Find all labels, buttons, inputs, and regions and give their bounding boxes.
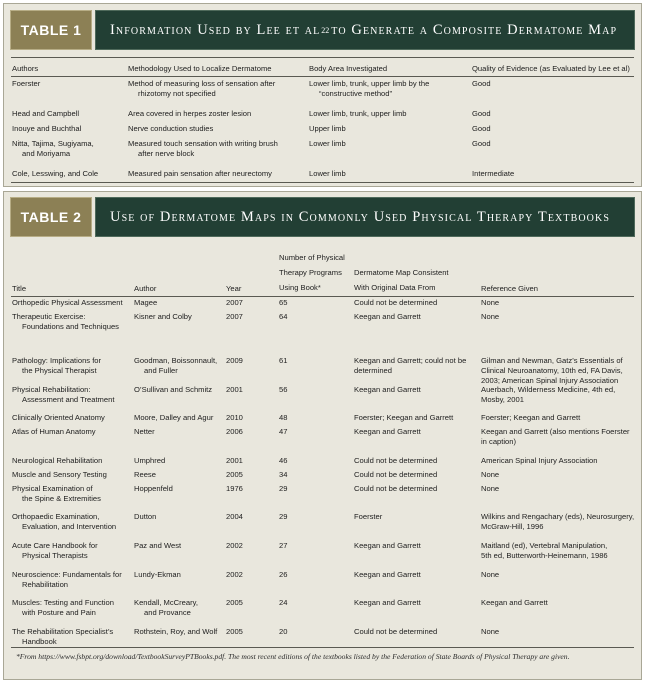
table-2-cell-year xyxy=(226,413,276,423)
table-1-cell-methodology xyxy=(128,169,306,179)
table-2-cell-title xyxy=(12,356,130,376)
table-2-panel xyxy=(3,191,642,680)
table-2-cell-author xyxy=(134,356,224,376)
table-1-header-authors: Authors xyxy=(12,64,39,73)
table-2-cell-year xyxy=(226,541,276,551)
table-2-cell-reference xyxy=(481,570,639,580)
table-2-cell-author xyxy=(134,598,224,618)
table-2-cell-year xyxy=(226,512,276,522)
table-2-cell-consistent-line: Foerster; Keegan and Garrett xyxy=(354,413,454,422)
table-2-cell-consistent xyxy=(354,512,478,522)
table-1-title xyxy=(95,10,635,50)
table-2-cell-consistent-line: Could not be determined xyxy=(354,484,438,493)
table-1-cell-authors-line: Cole, Lesswing, and Cole xyxy=(12,169,99,178)
table-1-cell-body-area-line: Lower limb xyxy=(309,169,346,178)
table-2-cell-author-line: and Provance xyxy=(144,608,191,618)
table-1-cell-methodology xyxy=(128,79,306,99)
table-2-cell-year xyxy=(226,598,276,608)
table-2-cell-title xyxy=(12,470,130,480)
table-2-cell-year-line: 1976 xyxy=(226,484,243,493)
table-2-cell-title xyxy=(12,627,130,647)
table-2-cell-reference-line: None xyxy=(481,312,500,321)
table-2-cell-consistent-line: Keegan and Garrett xyxy=(354,598,421,607)
table-2-cell-author xyxy=(134,385,224,395)
table-2-header-programs-line: Using Book* xyxy=(279,283,321,292)
table-1-cell-authors xyxy=(12,79,124,89)
table-2-cell-title-line: Physical Examination of xyxy=(12,484,93,493)
table-2-cell-reference xyxy=(481,484,639,494)
table-2-cell-title-line: Muscles: Testing and Function xyxy=(12,598,115,607)
table-1-cell-quality xyxy=(472,169,637,179)
table-2-cell-title xyxy=(12,427,130,437)
table-2-cell-reference xyxy=(481,627,639,637)
table-2-cell-programs-line: 34 xyxy=(279,470,288,479)
table-2-cell-consistent xyxy=(354,427,478,437)
table-2-header-consistent xyxy=(354,265,478,295)
table-1-cell-body-area-line: “constructive method” xyxy=(319,89,393,99)
table-2-header-reference: Reference Given xyxy=(481,284,538,293)
table-2-cell-programs-line: 47 xyxy=(279,427,288,436)
table-2-cell-title xyxy=(12,598,130,618)
table-2-cell-programs xyxy=(279,413,351,423)
table-2-cell-consistent-line: Keegan and Garrett xyxy=(354,570,421,579)
table-1-header-methodology: Methodology Used to Localize Dermatome xyxy=(128,64,272,73)
table-2-cell-year-line: 2005 xyxy=(226,470,243,479)
table-2-cell-reference-line: Auerbach, Wilderness Medicine, 4th ed, xyxy=(481,385,616,394)
table-1-cell-body-area xyxy=(309,79,469,99)
table-2-cell-author-line: Dutton xyxy=(134,512,157,521)
table-2-cell-title-line: Evaluation, and Intervention xyxy=(22,522,117,532)
table-2-cell-title-line: Atlas of Human Anatomy xyxy=(12,427,96,436)
table-2-header-author: Author xyxy=(134,284,157,293)
table-2-cell-reference-line: 5th ed, Butterworth-Heinemann, 1986 xyxy=(481,551,608,561)
table-1-cell-body-area xyxy=(309,109,469,119)
table-2-cell-programs xyxy=(279,385,351,395)
table-2-cell-year xyxy=(226,427,276,437)
table-2-cell-programs-line: 29 xyxy=(279,512,288,521)
table-2-cell-year xyxy=(226,356,276,366)
table-1-cell-methodology xyxy=(128,139,306,159)
table-2-cell-consistent xyxy=(354,298,478,308)
table-2-cell-reference-line: None xyxy=(481,627,500,636)
table-1-cell-authors xyxy=(12,124,124,134)
table-2-cell-consistent-line: Keegan and Garrett xyxy=(354,427,421,436)
table-2-cell-programs xyxy=(279,456,351,466)
table-2-header-consistent-line: Dermatome Map Consistent xyxy=(354,268,449,277)
table-2-cell-author-line: Umphred xyxy=(134,456,166,465)
table-1-cell-methodology-line: Measured touch sensation with writing brush xyxy=(128,139,278,148)
table-1-cell-body-area-line: Upper limb xyxy=(309,124,346,133)
table-2-cell-programs-line: 64 xyxy=(279,312,288,321)
table-2-cell-consistent xyxy=(354,385,478,395)
table-2-bottom-rule xyxy=(11,647,634,648)
table-1-cell-quality xyxy=(472,109,637,119)
table-2-cell-reference xyxy=(481,598,639,608)
table-2-cell-reference xyxy=(481,541,639,561)
table-1-cell-authors-line: Inouye and Buchthal xyxy=(12,124,82,133)
table-2-cell-consistent xyxy=(354,541,478,551)
table-1-cell-authors xyxy=(12,169,124,179)
table-2-cell-year-line: 2004 xyxy=(226,512,243,521)
table-2-cell-programs-line: 29 xyxy=(279,484,288,493)
table-1-label: TABLE 1 xyxy=(10,10,92,50)
table-2-cell-consistent-line: Foerster xyxy=(354,512,383,521)
table-2-header-programs xyxy=(279,250,351,295)
table-2-cell-title-line: Foundations and Techniques xyxy=(22,322,119,332)
table-1-cell-methodology xyxy=(128,109,306,119)
table-1-cell-quality-line: Good xyxy=(472,124,491,133)
table-1-cell-body-area-line: Lower limb, trunk, upper limb by the xyxy=(309,79,430,88)
table-2-cell-year xyxy=(226,470,276,480)
table-1-cell-authors xyxy=(12,109,124,119)
table-2-cell-title-line: Handbook xyxy=(22,637,57,647)
table-2-cell-consistent xyxy=(354,356,478,376)
table-2-cell-author-line: Magee xyxy=(134,298,158,307)
table-2-cell-title xyxy=(12,456,130,466)
table-1-panel xyxy=(3,3,642,187)
table-2-cell-programs-line: 27 xyxy=(279,541,288,550)
table-2-cell-author xyxy=(134,413,224,423)
table-2-cell-title-line: Orthopedic Physical Assessment xyxy=(12,298,123,307)
table-2-cell-consistent-line: Could not be determined xyxy=(354,298,438,307)
table-2-cell-programs-line: 56 xyxy=(279,385,288,394)
table-2-cell-title-line: Therapeutic Exercise: xyxy=(12,312,86,321)
table-2-cell-title xyxy=(12,541,130,561)
table-2-cell-consistent xyxy=(354,598,478,608)
table-2-cell-programs xyxy=(279,356,351,366)
table-2-cell-reference-line: Maitland (ed), Vertebral Manipulation, xyxy=(481,541,608,550)
table-2-cell-author-line: Goodman, Boissonnault, xyxy=(134,356,218,365)
table-2-header-consistent-line: With Original Data From xyxy=(354,283,436,292)
table-1-title-text: Information Used by Lee et al xyxy=(110,21,321,38)
table-2-cell-reference-line: Mosby, 2001 xyxy=(481,395,524,405)
table-1-header xyxy=(10,10,635,50)
table-2-title: Use of Dermatome Maps in Commonly Used Physical Therapy Textbooks xyxy=(95,197,635,237)
table-1-cell-authors-line: Foerster xyxy=(12,79,41,88)
table-2-cell-title-line: Acute Care Handbook for xyxy=(12,541,98,550)
table-2-cell-author xyxy=(134,456,224,466)
table-2-cell-author xyxy=(134,627,224,637)
table-2-cell-reference-line: Keegan and Garrett xyxy=(481,598,548,607)
table-2-cell-consistent-line: Keegan and Garrett xyxy=(354,312,421,321)
table-1-cell-methodology-line: after nerve block xyxy=(138,149,195,159)
table-2-cell-programs-line: 24 xyxy=(279,598,288,607)
table-2-cell-reference-line: Keegan and Garrett (also mentions Foerster xyxy=(481,427,630,436)
table-2-cell-author xyxy=(134,570,224,580)
table-2-cell-reference xyxy=(481,298,639,308)
table-1-cell-quality-line: Intermediate xyxy=(472,169,515,178)
table-2-cell-programs-line: 48 xyxy=(279,413,288,422)
table-2-cell-title xyxy=(12,312,130,332)
table-2-cell-author-line: Kisner and Colby xyxy=(134,312,192,321)
table-2-cell-year-line: 2007 xyxy=(226,298,243,307)
table-2-cell-year xyxy=(226,570,276,580)
table-2-cell-consistent-line: Could not be determined xyxy=(354,456,438,465)
table-2-cell-author-line: Netter xyxy=(134,427,155,436)
table-2-cell-consistent-line: Keegan and Garrett xyxy=(354,385,421,394)
table-2-cell-author-line: Paz and West xyxy=(134,541,182,550)
table-2-cell-year-line: 2010 xyxy=(226,413,243,422)
table-2-cell-consistent xyxy=(354,470,478,480)
table-2-cell-reference-line: American Spinal Injury Association xyxy=(481,456,598,465)
table-2-cell-consistent xyxy=(354,570,478,580)
table-2-cell-programs-line: 26 xyxy=(279,570,288,579)
table-2-header-programs-line: Therapy Programs xyxy=(279,268,342,277)
table-2-cell-author-line: and Fuller xyxy=(144,366,178,376)
table-1-cell-body-area-line: Lower limb, trunk, upper limb xyxy=(309,109,407,118)
table-2-cell-programs xyxy=(279,570,351,580)
table-2-cell-year-line: 2005 xyxy=(226,627,243,636)
table-2-cell-consistent xyxy=(354,627,478,637)
table-2-cell-title-line: Physical Rehabilitation: xyxy=(12,385,91,394)
table-2-cell-title-line: Muscle and Sensory Testing xyxy=(12,470,107,479)
table-2-cell-year-line: 2007 xyxy=(226,312,243,321)
table-2-cell-year xyxy=(226,456,276,466)
table-2-cell-title-line: Assessment and Treatment xyxy=(22,395,115,405)
table-1-cell-quality xyxy=(472,79,637,89)
table-2-cell-programs xyxy=(279,598,351,608)
table-2-cell-reference xyxy=(481,385,639,405)
table-2-cell-programs-line: 46 xyxy=(279,456,288,465)
table-1-cell-body-area-line: Lower limb xyxy=(309,139,346,148)
table-2-cell-reference xyxy=(481,512,639,532)
table-2-cell-reference xyxy=(481,456,639,466)
table-2-cell-consistent-line: Keegan and Garrett xyxy=(354,541,421,550)
table-2-cell-title-line: Orthopaedic Examination, xyxy=(12,512,100,521)
table-2-cell-author-line: Rothstein, Roy, and Wolf xyxy=(134,627,218,636)
table-2-cell-title xyxy=(12,570,130,590)
table-2-cell-title-line: the Spine & Extremities xyxy=(22,494,101,504)
table-2-cell-author xyxy=(134,484,224,494)
table-2-cell-reference xyxy=(481,312,639,322)
table-2-cell-reference xyxy=(481,470,639,480)
table-2-header-title: Title xyxy=(12,284,27,293)
table-2-cell-programs xyxy=(279,312,351,322)
table-2-cell-year xyxy=(226,298,276,308)
table-2-cell-reference-line: None xyxy=(481,470,500,479)
table-2-cell-reference-line: in caption) xyxy=(481,437,517,447)
table-2-cell-consistent-line: Could not be determined xyxy=(354,470,438,479)
table-2-cell-programs xyxy=(279,512,351,522)
table-2-cell-title-line: Neuroscience: Fundamentals for xyxy=(12,570,122,579)
table-2-cell-programs xyxy=(279,470,351,480)
table-1-cell-quality-line: Good xyxy=(472,109,491,118)
table-2-cell-author xyxy=(134,541,224,551)
table-2-cell-reference-line: 2003; American Spinal Injury Association xyxy=(481,376,619,386)
table-1-title-text-cont: to Generate a Composite Dermatome Map xyxy=(331,21,618,38)
table-2-cell-year-line: 2006 xyxy=(226,427,243,436)
table-2-cell-author xyxy=(134,298,224,308)
table-2-cell-consistent xyxy=(354,312,478,322)
table-2-label: TABLE 2 xyxy=(10,197,92,237)
table-2-cell-title xyxy=(12,484,130,504)
table-1-cell-methodology-line: Nerve conduction studies xyxy=(128,124,214,133)
table-2-cell-author xyxy=(134,470,224,480)
table-2-cell-reference-line: None xyxy=(481,298,500,307)
table-2-cell-year-line: 2005 xyxy=(226,598,243,607)
table-2-cell-programs-line: 20 xyxy=(279,627,288,636)
table-2-cell-year xyxy=(226,484,276,494)
table-2-cell-reference xyxy=(481,356,639,387)
table-2-cell-title-line: Neurological Rehabilitation xyxy=(12,456,103,465)
table-1-cell-methodology-line: Area covered in herpes zoster lesion xyxy=(128,109,252,118)
table-2-header xyxy=(10,197,635,237)
table-2-cell-title-line: The Rehabilitation Specialist’s xyxy=(12,627,114,636)
table-2-cell-author-line: O’Sullivan and Schmitz xyxy=(134,385,213,394)
table-2-header-rule xyxy=(11,296,634,297)
table-1-top-rule xyxy=(11,57,634,58)
table-1-cell-authors-line: Head and Campbell xyxy=(12,109,80,118)
table-2-cell-title-line: Pathology: Implications for xyxy=(12,356,102,365)
table-2-cell-title xyxy=(12,298,130,308)
table-2-cell-title-line: Physical Therapists xyxy=(22,551,88,561)
table-2-cell-programs-line: 61 xyxy=(279,356,288,365)
table-1-cell-authors xyxy=(12,139,124,159)
table-1-bottom-rule xyxy=(11,182,634,183)
table-2-cell-consistent xyxy=(354,456,478,466)
table-2-cell-year-line: 2009 xyxy=(226,356,243,365)
table-2-cell-author xyxy=(134,512,224,522)
table-2-cell-programs xyxy=(279,627,351,637)
table-2-cell-consistent-line: determined xyxy=(354,366,392,376)
table-1-cell-body-area xyxy=(309,124,469,134)
table-1-cell-body-area xyxy=(309,139,469,149)
table-2-cell-title-line: with Posture and Pain xyxy=(22,608,96,618)
table-2-cell-programs xyxy=(279,427,351,437)
table-2-cell-title xyxy=(12,512,130,532)
table-2-cell-reference-line: Clinical Neuroanatomy, 10th ed, FA Davis, xyxy=(481,366,623,376)
table-1-cell-methodology-line: rhizotomy not specified xyxy=(138,89,216,99)
table-1-header-rule xyxy=(11,76,634,77)
table-2-cell-author xyxy=(134,312,224,322)
table-2-cell-author-line: Kendall, McCreary, xyxy=(134,598,199,607)
table-2-cell-title-line: Rehabilitation xyxy=(22,580,69,590)
table-2-cell-author-line: Lundy-Ekman xyxy=(134,570,181,579)
table-2-cell-title-line: Clinically Oriented Anatomy xyxy=(12,413,105,422)
table-2-cell-year-line: 2002 xyxy=(226,570,243,579)
table-2-cell-year xyxy=(226,385,276,395)
table-2-cell-author-line: Moore, Dalley and Agur xyxy=(134,413,214,422)
table-1-cell-quality-line: Good xyxy=(472,139,491,148)
table-2-cell-year-line: 2002 xyxy=(226,541,243,550)
table-1-header-body-area: Body Area Investigated xyxy=(309,64,388,73)
table-2-cell-reference-line: McGraw-Hill, 1996 xyxy=(481,522,544,532)
table-1-cell-body-area xyxy=(309,169,469,179)
table-2-cell-programs-line: 65 xyxy=(279,298,288,307)
table-1-cell-quality xyxy=(472,124,637,134)
table-2-cell-author-line: Reese xyxy=(134,470,156,479)
table-2-cell-reference xyxy=(481,427,639,447)
table-1-cell-quality-line: Good xyxy=(472,79,491,88)
table-2-cell-programs xyxy=(279,541,351,551)
table-2-cell-consistent xyxy=(354,413,478,423)
table-2-cell-consistent xyxy=(354,484,478,494)
table-2-cell-year xyxy=(226,312,276,322)
table-2-cell-author-line: Hoppenfeld xyxy=(134,484,173,493)
table-2-cell-reference-line: Gilman and Newman, Gatz’s Essentials of xyxy=(481,356,623,365)
table-2-header-programs-line: Number of Physical xyxy=(279,253,345,262)
table-2-cell-reference-line: None xyxy=(481,570,500,579)
table-2-cell-programs xyxy=(279,484,351,494)
table-2-footnote: *From https://www.fsbpt.org/download/TextbookSurveyPTBooks.pdf. The most recent editions of the textbooks listed by the Federation of State Boards of Physical Therapy are given. xyxy=(16,652,570,661)
table-1-cell-authors-line: Nitta, Tajima, Sugiyama, xyxy=(12,139,94,148)
table-2-cell-year xyxy=(226,627,276,637)
table-2-cell-title xyxy=(12,385,130,405)
table-2-cell-consistent-line: Could not be determined xyxy=(354,627,438,636)
table-1-cell-quality xyxy=(472,139,637,149)
table-2-cell-consistent-line: Keegan and Garrett; could not be xyxy=(354,356,467,365)
table-1-cell-methodology-line: Method of measuring loss of sensation after xyxy=(128,79,276,88)
table-2-cell-year-line: 2001 xyxy=(226,456,243,465)
table-2-cell-title xyxy=(12,413,130,423)
table-2-cell-year-line: 2001 xyxy=(226,385,243,394)
table-1-header-quality: Quality of Evidence (as Evaluated by Lee et al) xyxy=(472,64,630,73)
table-2-cell-programs xyxy=(279,298,351,308)
table-2-cell-reference-line: Wilkins and Rengachary (eds), Neurosurgery, xyxy=(481,512,635,521)
table-2-cell-reference-line: None xyxy=(481,484,500,493)
table-2-cell-title-line: the Physical Therapist xyxy=(22,366,97,376)
table-1-cell-methodology xyxy=(128,124,306,134)
table-2-cell-author xyxy=(134,427,224,437)
table-1-cell-authors-line: and Moriyama xyxy=(22,149,71,159)
table-2-header-year: Year xyxy=(226,284,242,293)
table-2-cell-reference-line: Foerster; Keegan and Garrett xyxy=(481,413,581,422)
table-1-title-superscript: 22 xyxy=(321,25,330,35)
table-2-cell-reference xyxy=(481,413,639,423)
table-1-cell-methodology-line: Measured pain sensation after neurectomy xyxy=(128,169,272,178)
